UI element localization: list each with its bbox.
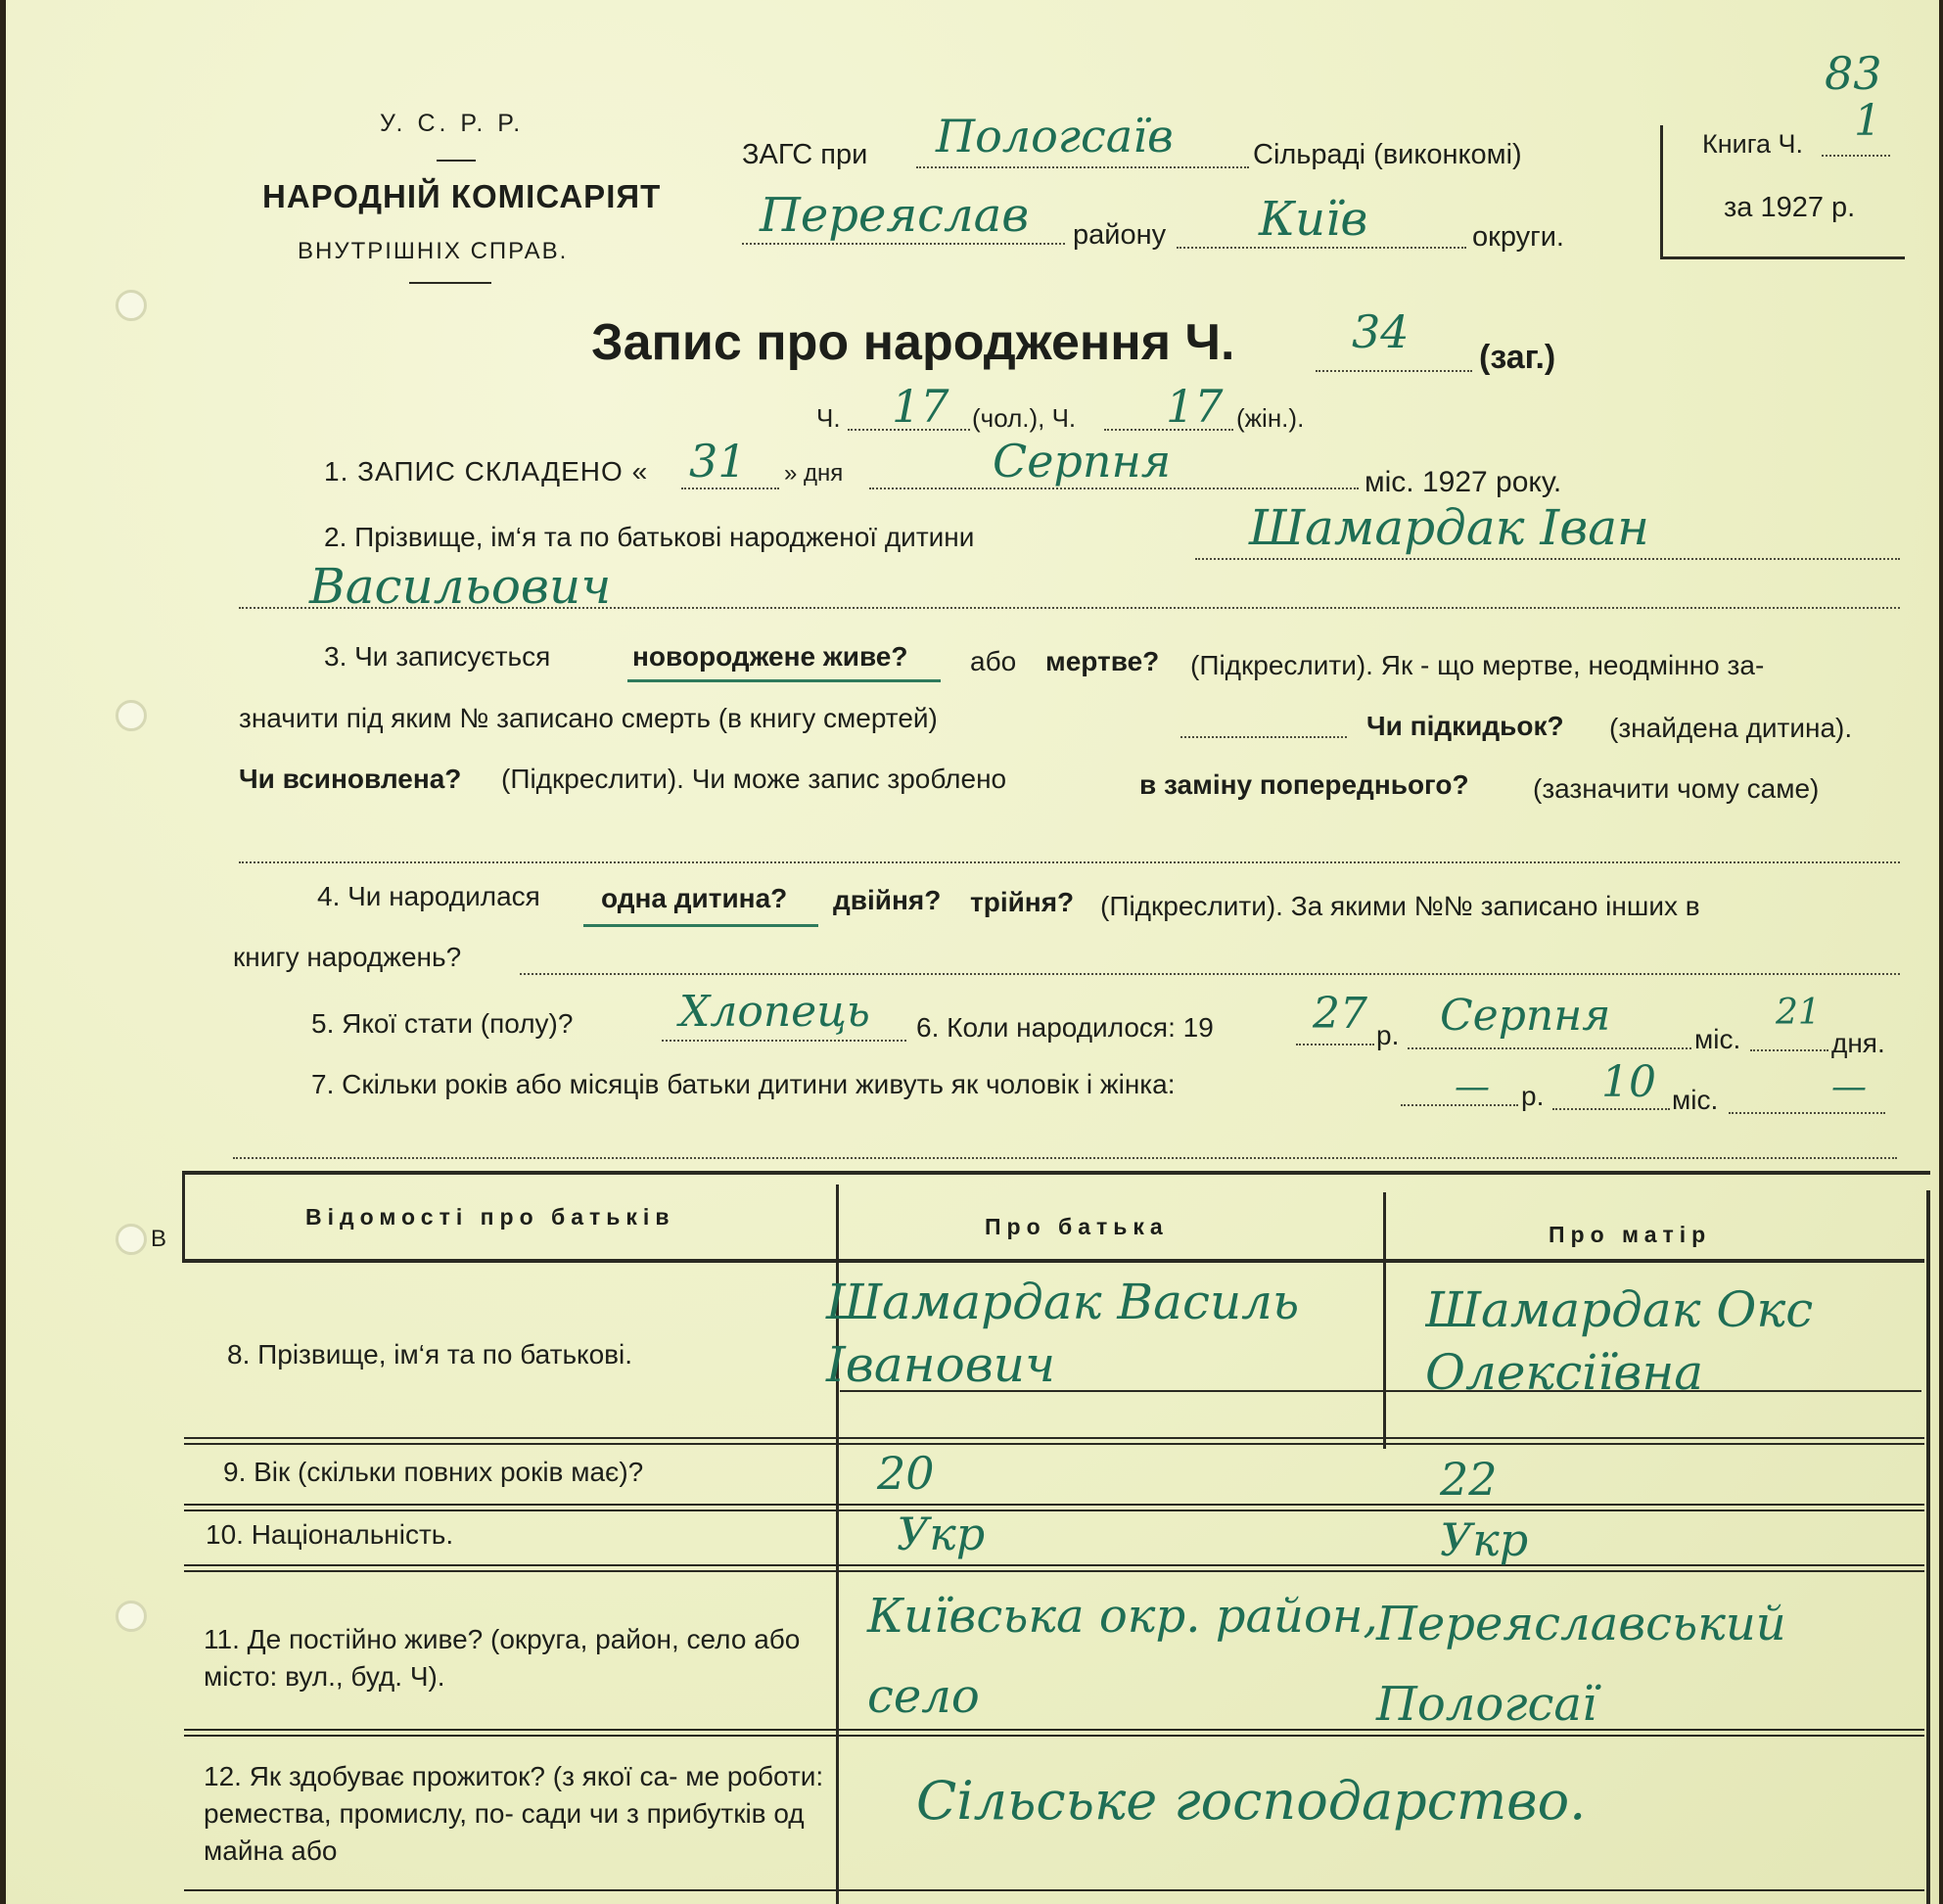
- item-2-line: [1195, 558, 1900, 560]
- item-4-label: 4. Чи народилася: [317, 881, 540, 911]
- item-1-year: міс. 1927 року.: [1365, 466, 1562, 498]
- row-divider: [184, 1443, 1924, 1445]
- marriage-years: —: [1455, 1067, 1490, 1107]
- table-header-border: [182, 1259, 1924, 1263]
- item-5-line: [662, 1040, 906, 1042]
- ussr-label: У. С. Р. Р.: [380, 110, 525, 137]
- page-number-mark: 83: [1825, 47, 1882, 100]
- replacement-option: в заміну попереднього?: [1139, 769, 1469, 800]
- book-number: 1: [1854, 96, 1881, 146]
- table-col-divider: [1383, 1192, 1386, 1449]
- item-1-day-label: » дня: [784, 460, 844, 487]
- row-divider: [184, 1564, 1924, 1566]
- mother-nationality: Укр: [1440, 1513, 1529, 1566]
- internal-affairs-label: ВНУТРІШНІХ СПРАВ.: [298, 238, 569, 264]
- col-header-mother: Про матір: [1549, 1222, 1712, 1247]
- item-7-end-value: —: [1831, 1067, 1867, 1107]
- row-11-label: 11. Де постійно живе? (округа, район, село або місто: вул., буд. Ч).: [204, 1624, 801, 1692]
- item-3-label: 3. Чи записується: [324, 641, 551, 672]
- raion-value: Переяслав: [760, 188, 1030, 243]
- birth-month-label: міс.: [1694, 1024, 1741, 1054]
- birth-day: 21: [1776, 993, 1821, 1033]
- book-box-border: [1660, 125, 1663, 258]
- binder-hole: [116, 1224, 147, 1255]
- mother-residence: Переяславський Пологсаї: [1376, 1597, 1786, 1732]
- item-1-label: 1. ЗАПИС СКЛАДЕНО «: [324, 456, 649, 487]
- col-header-info: Відомості про батьків: [305, 1204, 675, 1230]
- birth-day-line: [1750, 1049, 1828, 1051]
- divider: [437, 160, 476, 162]
- book-line: [1822, 155, 1890, 157]
- zags-label: ЗАГС при: [742, 139, 868, 170]
- row-divider: [184, 1509, 1924, 1511]
- book-box-border: [1660, 256, 1905, 259]
- item-4-line: [520, 973, 1900, 975]
- item-5-label: 5. Якої стати (полу)?: [311, 1008, 574, 1039]
- female-count: 17: [1166, 380, 1224, 433]
- male-count: 17: [892, 380, 949, 433]
- record-title: Запис про народження Ч.: [591, 314, 1235, 371]
- child-sex: Хлопець: [679, 987, 870, 1037]
- or-label: або: [970, 646, 1017, 676]
- silrada-label: Сільраді (виконкомі): [1253, 139, 1522, 170]
- raion-line: [742, 243, 1065, 245]
- birth-year-line: [1296, 1044, 1374, 1045]
- replacement-label: (Підкреслити). Чи може запис зроблено: [501, 764, 1007, 794]
- binder-hole: [116, 700, 147, 731]
- item-7-end-line: [1729, 1112, 1885, 1114]
- mother-name: Шамардак Окс Олексіївна: [1425, 1281, 1814, 1401]
- alive-option: новороджене живе?: [632, 641, 908, 672]
- col-header-father: Про батька: [985, 1214, 1169, 1239]
- row-10-label: 10. Національність.: [206, 1519, 454, 1550]
- single-child-underline: [583, 924, 818, 927]
- father-occupation: Сільське господарство.: [916, 1770, 1587, 1832]
- birth-day-label: дня.: [1831, 1028, 1885, 1058]
- item-4-line-2: книгу народжень?: [233, 942, 462, 972]
- father-nationality: Укр: [897, 1508, 986, 1560]
- male-count-label: (чол.), Ч.: [972, 403, 1077, 433]
- alive-underline: [627, 679, 941, 682]
- item-1-day: 31: [689, 435, 747, 488]
- row-divider: [184, 1504, 1924, 1506]
- child-patronymic: Васильович: [309, 558, 612, 615]
- year-label: за 1927 р.: [1724, 192, 1856, 223]
- foundling-option: Чи підкидьок?: [1366, 711, 1564, 741]
- item-1-month: Серпня: [993, 435, 1172, 488]
- triplets-option: трійня?: [970, 887, 1075, 917]
- table-top-border: [182, 1171, 1930, 1175]
- binder-hole: [116, 1601, 147, 1632]
- birth-year-suffix: р.: [1376, 1020, 1400, 1050]
- birth-month: Серпня: [1440, 991, 1611, 1041]
- item-7-months-line: [1552, 1108, 1670, 1110]
- okrug-label: округи.: [1472, 221, 1564, 253]
- item-4-instruction: (Підкреслити). За якими №№ записано інших в: [1100, 891, 1700, 921]
- single-child-option: одна дитина?: [601, 883, 788, 913]
- twins-option: двійня?: [833, 885, 942, 915]
- binder-hole: [116, 290, 147, 321]
- mother-age: 22: [1440, 1453, 1498, 1506]
- item-6-label: 6. Коли народилося: 19: [916, 1012, 1214, 1043]
- marriage-months: 10: [1601, 1057, 1656, 1107]
- item-1-day-line: [681, 488, 779, 489]
- row-divider: [184, 1889, 1924, 1891]
- side-letter: В: [151, 1226, 167, 1252]
- record-number: 34: [1352, 305, 1410, 358]
- item-3-line-4: [239, 861, 1900, 863]
- father-residence: Київська окр. район, село: [867, 1589, 1378, 1724]
- birth-year: 27: [1313, 989, 1367, 1039]
- birth-record-form: [6, 0, 1939, 1904]
- replacement-note: (зазначити чому саме): [1533, 773, 1820, 804]
- divider: [409, 282, 491, 284]
- item-7-line-2: [233, 1157, 1897, 1159]
- row-12-label: 12. Як здобуває прожиток? (з якої са- ме роботи: ремества, промислу, по- сади чи з прибутків од майна або: [204, 1761, 824, 1866]
- dead-option: мертве?: [1045, 646, 1160, 676]
- adopted-option: Чи всиновлена?: [239, 764, 462, 794]
- record-number-line: [1316, 370, 1472, 372]
- commissariat-title: НАРОДНІЙ КОМІСАРІЯТ: [262, 178, 662, 214]
- okrug-value: Київ: [1259, 192, 1368, 247]
- death-record-line: [1180, 736, 1347, 738]
- item-7-label: 7. Скільки років або місяців батьки дитини живуть як чоловік і жінка:: [311, 1069, 1176, 1099]
- item-7-years-label: р.: [1521, 1081, 1545, 1111]
- item-7-months-label: міс.: [1672, 1085, 1719, 1115]
- row-divider: [184, 1437, 1924, 1439]
- book-label: Книга Ч.: [1702, 129, 1803, 159]
- item-3-line-2: значити під яким № записано смерть (в книгу смертей): [239, 703, 938, 733]
- zags-line: [916, 166, 1249, 168]
- okrug-line: [1177, 247, 1466, 249]
- row-8-label: 8. Прізвище, ім‘я та по батькові.: [227, 1339, 633, 1370]
- child-name: Шамардак Іван: [1249, 499, 1649, 556]
- row-divider: [184, 1570, 1924, 1572]
- table-left-border: [182, 1171, 185, 1259]
- zags-value: Пологсаїв: [936, 110, 1174, 163]
- item-2-label: 2. Прізвище, ім‘я та по батькові народженої дитини: [324, 522, 975, 552]
- raion-label: району: [1073, 219, 1167, 251]
- father-age: 20: [877, 1447, 935, 1500]
- female-count-label: (жін.).: [1236, 403, 1305, 433]
- father-name: Шамардак Василь Іванович: [826, 1274, 1300, 1393]
- birth-month-line: [1408, 1047, 1691, 1049]
- foundling-note: (знайдена дитина).: [1609, 713, 1853, 743]
- item-1-month-line: [869, 488, 1359, 489]
- row-9-label: 9. Вік (скільки повних років має)?: [223, 1457, 644, 1487]
- male-count-prefix: Ч.: [816, 403, 841, 433]
- record-suffix: (заг.): [1479, 339, 1556, 376]
- item-3-instruction: (Підкреслити). Як - що мертве, неодмінно за-: [1190, 650, 1765, 680]
